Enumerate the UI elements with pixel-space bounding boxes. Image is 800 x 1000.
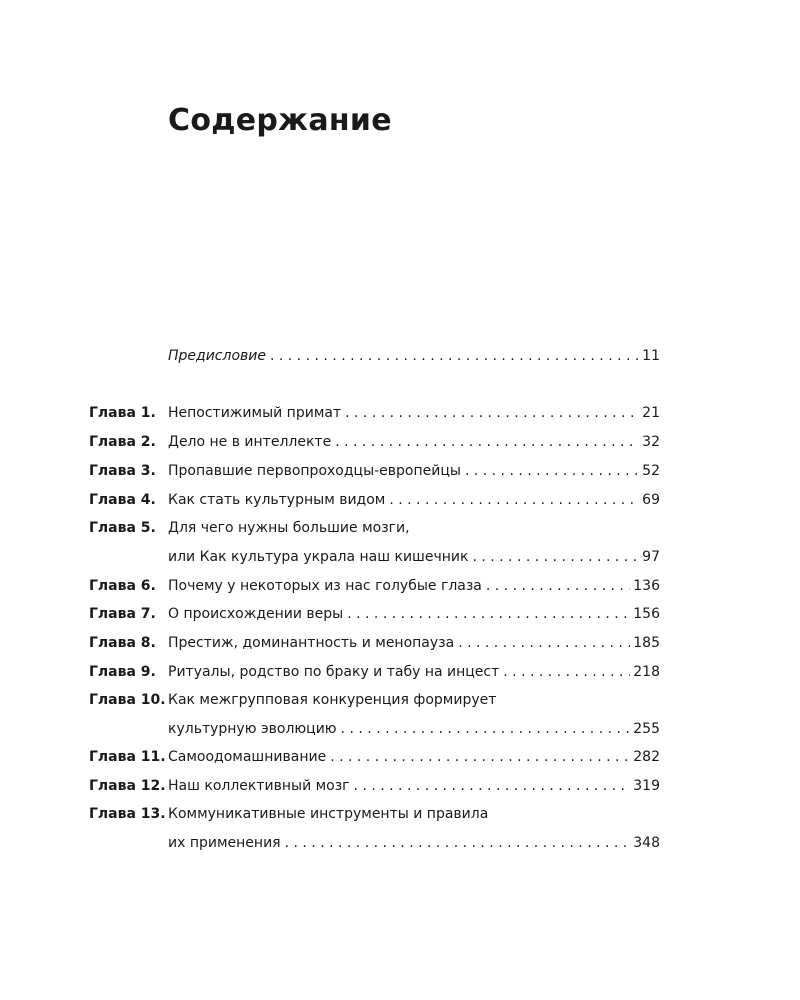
toc-entry-body xyxy=(168,746,660,768)
page-number: 52 xyxy=(642,463,660,479)
entry-title-continued: или Как культура украла наш кишечник xyxy=(168,546,472,568)
page-number: 282 xyxy=(633,749,660,765)
toc-entry-body xyxy=(168,775,660,797)
dot-leader xyxy=(330,746,630,768)
toc-entry-body xyxy=(168,803,660,825)
chapter-number: Глава 1. xyxy=(89,405,156,421)
page-number: 185 xyxy=(633,635,660,651)
toc-entry-body xyxy=(168,489,660,511)
page-number: 255 xyxy=(633,721,660,737)
dot-leader xyxy=(486,575,630,597)
toc-entry-chapter-4[interactable] xyxy=(0,489,800,511)
entry-title: Пропавшие первопроходцы-европейцы xyxy=(168,460,465,482)
dot-leader xyxy=(354,775,631,797)
entry-title: Коммуникативные инструменты и правила xyxy=(168,803,492,825)
entry-title: Почему у некоторых из нас голубые глаза xyxy=(168,575,486,597)
chapter-number: Глава 13. xyxy=(89,806,166,822)
page-number: 156 xyxy=(633,606,660,622)
page-number: 218 xyxy=(633,664,660,680)
toc-entry-preface[interactable] xyxy=(0,345,800,367)
entry-title: Предисловие xyxy=(168,345,270,367)
toc-entry-chapter-5-cont[interactable] xyxy=(0,546,800,568)
entry-title: Ритуалы, родство по браку и табу на инцест xyxy=(168,661,503,683)
entry-title: Престиж, доминантность и менопауза xyxy=(168,632,458,654)
page-number: 348 xyxy=(633,835,660,851)
toc-entry-body xyxy=(168,517,660,539)
toc-entry-body xyxy=(168,632,660,654)
entry-title: О происхождении веры xyxy=(168,603,347,625)
page-number: 319 xyxy=(633,778,660,794)
dot-leader xyxy=(341,718,631,740)
toc-entry-chapter-10[interactable] xyxy=(0,689,800,711)
toc-entry-body xyxy=(168,689,660,711)
entry-title: Как межгрупповая конкуренция формирует xyxy=(168,689,500,711)
chapter-number: Глава 12. xyxy=(89,778,166,794)
dot-leader xyxy=(345,402,639,424)
page-number: 11 xyxy=(642,348,660,364)
chapter-number: Глава 11. xyxy=(89,749,166,765)
chapter-number: Глава 4. xyxy=(89,492,156,508)
entry-title-continued: культурную эволюцию xyxy=(168,718,341,740)
chapter-number: Глава 9. xyxy=(89,664,156,680)
dot-leader xyxy=(472,546,639,568)
toc-entry-chapter-5[interactable] xyxy=(0,517,800,539)
toc-entry-body xyxy=(168,431,660,453)
toc-entry-chapter-3[interactable] xyxy=(0,460,800,482)
toc-entry-chapter-13[interactable] xyxy=(0,803,800,825)
dot-leader xyxy=(285,832,631,854)
dot-leader xyxy=(458,632,630,654)
toc-entry-chapter-2[interactable] xyxy=(0,431,800,453)
toc-entry-chapter-13-cont[interactable] xyxy=(0,832,800,854)
toc-entry-chapter-1[interactable] xyxy=(0,402,800,424)
chapter-number: Глава 3. xyxy=(89,463,156,479)
entry-title-continued: их применения xyxy=(168,832,285,854)
dot-leader xyxy=(503,661,630,683)
dot-leader xyxy=(389,489,639,511)
chapter-number: Глава 8. xyxy=(89,635,156,651)
toc-entry-body xyxy=(168,603,660,625)
page-number: 69 xyxy=(642,492,660,508)
chapter-number: Глава 7. xyxy=(89,606,156,622)
chapter-number: Глава 10. xyxy=(89,692,166,708)
toc-entry-chapter-7[interactable] xyxy=(0,603,800,625)
entry-title: Дело не в интеллекте xyxy=(168,431,335,453)
dot-leader xyxy=(270,345,639,367)
toc-entry-chapter-11[interactable] xyxy=(0,746,800,768)
entry-title: Для чего нужны большие мозги, xyxy=(168,517,414,539)
toc-entry-chapter-8[interactable] xyxy=(0,632,800,654)
chapter-number: Глава 6. xyxy=(89,578,156,594)
chapter-number: Глава 2. xyxy=(89,434,156,450)
chapter-number: Глава 5. xyxy=(89,520,156,536)
toc-entry-chapter-9[interactable] xyxy=(0,661,800,683)
page-number: 21 xyxy=(642,405,660,421)
dot-leader xyxy=(335,431,639,453)
toc-entry-body xyxy=(168,460,660,482)
toc-entry-chapter-10-cont[interactable] xyxy=(0,718,800,740)
toc-entry-chapter-12[interactable] xyxy=(0,775,800,797)
toc-entry-body xyxy=(168,575,660,597)
entry-title: Как стать культурным видом xyxy=(168,489,389,511)
entry-title: Непостижимый примат xyxy=(168,402,345,424)
toc-entry-body xyxy=(168,832,660,854)
entry-title: Наш коллективный мозг xyxy=(168,775,354,797)
toc-entry-body xyxy=(168,402,660,424)
toc-entry-chapter-6[interactable] xyxy=(0,575,800,597)
dot-leader xyxy=(347,603,630,625)
toc-entry-body xyxy=(168,345,660,367)
page-number: 136 xyxy=(633,578,660,594)
toc-entry-body xyxy=(168,546,660,568)
dot-leader xyxy=(465,460,639,482)
page-title: Содержание xyxy=(168,103,392,138)
page-number: 32 xyxy=(642,434,660,450)
toc-entry-body xyxy=(168,718,660,740)
toc-entry-body xyxy=(168,661,660,683)
page-number: 97 xyxy=(642,549,660,565)
entry-title: Самоодомашнивание xyxy=(168,746,330,768)
